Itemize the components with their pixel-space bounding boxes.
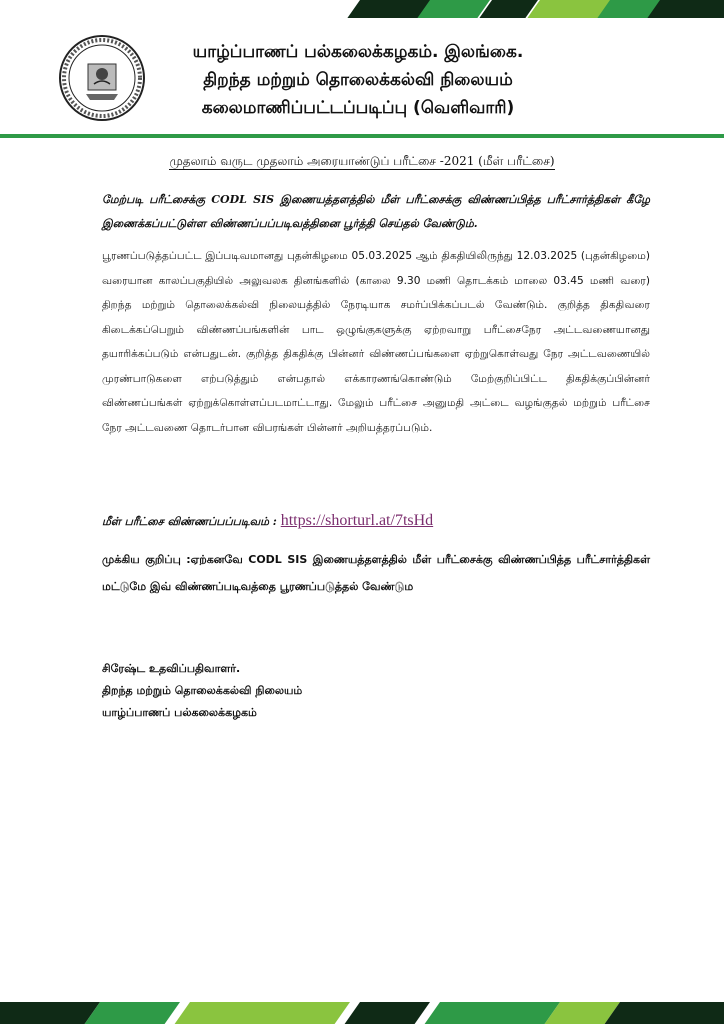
top-decor-band xyxy=(0,0,724,18)
signatory-university: யாழ்ப்பாணப் பல்கலைக்கழகம் xyxy=(102,706,257,719)
form-link[interactable]: https://shorturl.at/7tsHd xyxy=(280,512,434,529)
body-paragraph: பூரணப்படுத்தப்பட்ட இப்படிவமானது புதன்கிழமை 05.03.2025 ஆம் திகதியிலிருந்து 12.03.2025 (புதன்கிழமை) வரையான காலப்பகுதியில் அலுவலக தினங்களில் (காலை 9.30 மணி தொடக்கம் மாலை 03.45 மணி வரை) திறந்த மற்றும் தொலைக்கல்வி நிலையத்தில் நேரடியாக சமர்ப்பிக்கப்படல் வேண்டும். குறித்த திகதிவரை கிடைக்கப்பெறும் விண்ணப்பங்களின் பாட ஒழுங்குகளுக்கு ஏற்றவாறு பரீட்சைநேர அட்டவணையானது தயாரிக்கப்படும் என்பதுடன். குறித்த திகதிக்கு பின்னர் விண்ணப்பங்களை ஏற்றுகொள்வது நேர அட்டவணையில் முரண்பாடுகளை எற்படுத்தும் என்பதால் எக்காரணங்கொண்டும் மேற்குறிப்பிட்ட திகதிக்குப்பின்னர் விண்ணப்பங்கள் ஏற்றுக்கொள்ளப்படமாட்டாது. மேலும் பரீட்சை அனுமதி அட்டை வழங்குதல் மற்றும் பரீட்சை நேர அட்டவணை தொடர்பான விபரங்கள் பின்னர் அறியத்தரப்படும். xyxy=(102,250,650,434)
exam-title xyxy=(0,154,724,170)
important-note: முக்கிய குறிப்பு :ஏற்கனவே CODL SIS இணையத்தளத்தில் மீள் பரீட்சைக்கு விண்ணப்பித்த பரீட்சார்த்திகள் மட்டுமே இவ் விண்ணப்படிவத்தை பூரணப்படுத்தல் வேண்டும xyxy=(102,553,650,593)
university-name: யாழ்ப்பாணப் பல்கலைக்கழகம். இலங்கை. xyxy=(192,42,524,62)
signature-block xyxy=(102,658,502,724)
exam-title-text: முதலாம் வருட முதலாம் அரையாண்டுப் பரீட்சை -2021 (மீள் பரீட்சை) xyxy=(169,154,555,168)
signatory-title: சிரேஷ்ட உதவிப்பதிவாளர். xyxy=(102,662,241,675)
form-link-line xyxy=(102,512,662,530)
centre-name: திறந்த மற்றும் தொலைக்கல்வி நிலையம் xyxy=(203,70,513,90)
signatory-centre: திறந்த மற்றும் தொலைக்கல்வி நிலையம் xyxy=(102,684,303,697)
intro-paragraph: மேற்படி பரீட்சைக்கு CODL SIS இணையத்தளத்தில் மீள் பரீட்சைக்கு விண்ணப்பித்த பரீட்சார்த்திகள் கீழே இணைக்கப்பட்டுள்ள விண்ணப்பப்படிவத்தினை பூர்த்தி செய்தல் வேண்டும். xyxy=(102,193,650,230)
header-divider xyxy=(0,134,724,138)
bottom-decor-band xyxy=(0,1002,724,1024)
form-link-label: மீள் பரீட்சை விண்ணப்பப்படிவம் : xyxy=(102,515,277,528)
programme-name: கலைமாணிப்பட்டப்படிப்பு (வெளிவாரி) xyxy=(201,98,515,118)
university-seal-icon xyxy=(58,34,146,122)
